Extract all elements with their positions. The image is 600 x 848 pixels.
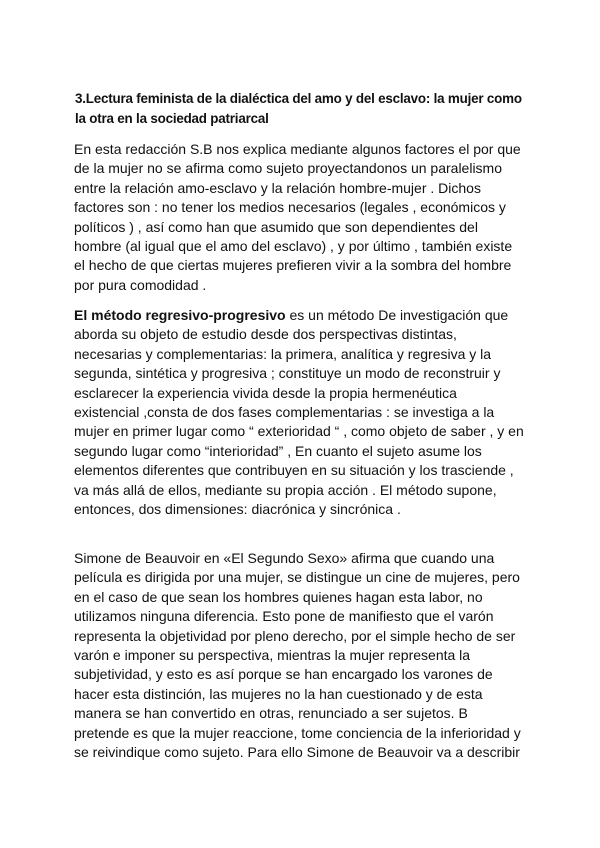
paragraph-beauvoir: Simone de Beauvoir en «El Segundo Sexo» afirma que cuando una película es dirigida por una mujer, se distingue un cine de mujeres, pero en el caso de que sean los hombres quienes hagan esta labor, no utilizamos ninguna diferencia. Esto pone de manifiesto que el varón representa la objetividad por pleno derecho, por el simple hecho de ser varón e imponer su perspectiva, mientras la mujer representa la subjetividad, y esto es así porque se han encargado los varones de hacer esta distinción, las mujeres no la han cuestionado y de esta manera se han convertido en otras, renunciado a ser sujetos. B pretende es que la mujer reaccione, tome conciencia de la inferioridad y se reivindique como sujeto. Para ello Simone de Beauvoir va a describir: [74, 550, 521, 761]
method-term: El método regresivo-progresivo: [74, 307, 286, 323]
section-heading: 3.Lectura feminista de la dialéctica del amo y del esclavo: la mujer como la otra en la sociedad patriarcal: [75, 91, 522, 126]
paragraph-factors: En esta redacción S.B nos explica mediante algunos factores el por que de la mujer no se afirma como sujeto proyectandonos un paralelismo entre la relación amo-esclavo y la relación hombre-mujer . Dichos factores son : no tener los medios necesarios (legales , económicos y políticos ) , así como han que asumido que son dependientes del hombre (al igual que el amo del esclavo) , y por último , también existe el hecho de que ciertas mujeres prefieren vivir a la sombra del hombre por pura comodidad .: [74, 141, 521, 293]
paragraph-method: [74, 306, 524, 519]
method-description: es un método De investigación que aborda su objeto de estudio desde dos perspectivas distintas, necesarias y complementarias: la primera, analítica y regresiva y la segunda, sintética y progresiva ; constituye un modo de reconstruir y esclarecer la experiencia vivida desde la propia hermenéutica existencial ,consta de dos fases complementarias : se investiga a la mujer en primer lugar como “ exterioridad “ , como objeto de saber , y en segundo lugar como “interioridad” , En cuanto el sujeto asume los elementos diferentes que contribuyen en su situación y los trasciende , va más allá de ellos, mediante su propia acción . El método supone, entonces, dos dimensiones: diacrónica y sincrónica .: [74, 307, 524, 518]
